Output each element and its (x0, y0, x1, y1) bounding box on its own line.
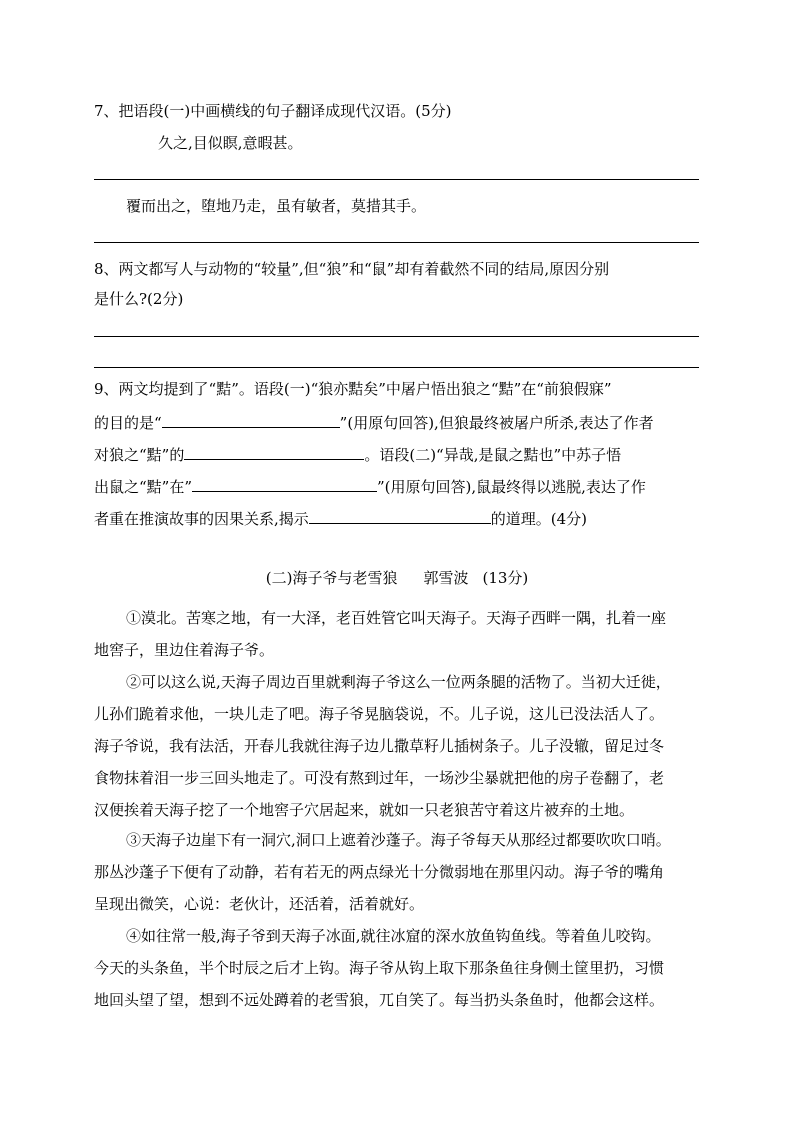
fill-blank-2[interactable] (184, 443, 364, 460)
paragraph-1-line-1: ①漠北。苦寒之地，有一大泽，老百姓管它叫天海子。天海子西畔一隅，扎着一座 (126, 609, 667, 627)
paragraph-1-line-2: 地窖子，里边住着海子爷。 (94, 641, 275, 659)
q7-sentence-2: 覆而出之，堕地乃走，虽有敏者，莫措其手。 (126, 197, 427, 215)
q7-sentence-1: 久之,目似瞑,意暇甚。 (158, 134, 303, 152)
q9-line-5 (94, 507, 587, 529)
q9-line-1: 9、两文均提到了“黠”。语段(一)“狼亦黠矣”中屠户悟出狼之“黠”在“前狼假寐” (94, 380, 612, 398)
q8-line-1: 8、两文都写人与动物的“较量”,但“狼”和“鼠”却有着截然不同的结局,原因分别 (94, 260, 610, 278)
fill-blank-4[interactable] (309, 507, 491, 524)
answer-line (94, 242, 699, 243)
section-score: (13分) (482, 569, 529, 587)
answer-line (94, 336, 699, 337)
q8-line-2: 是什么?(2分) (94, 290, 184, 308)
q9-line-5-end: 的道理。(4分) (490, 510, 588, 528)
q9-line-2 (94, 411, 654, 433)
paragraph-2-line-2: 儿孙们跪着求他，一块儿走了吧。海子爷晃脑袋说，不。儿子说，这儿已没法活人了。 (94, 705, 665, 723)
paragraph-2-line-3: 海子爷说，我有法活，开春儿我就往海子边儿撒草籽儿插树条子。儿子没辙，留足过冬 (94, 737, 665, 755)
q9-line-3-end: 。语段(二)“异哉,是鼠之黠也”中苏子悟 (364, 446, 622, 464)
paragraph-4-line-3: 地回头望了望，想到不远处蹲着的老雪狼，兀自笑了。每当扔头条鱼时，他都会这样。 (94, 991, 665, 1009)
q9-line-4-start: 出鼠之“黠”在” (94, 478, 193, 496)
q9-line-4 (94, 475, 646, 497)
answer-line (94, 179, 699, 180)
answer-line (94, 367, 699, 368)
paragraph-2-line-1: ②可以这么说,天海子周边百里就剩海子爷这么一位两条腿的活物了。当初大迁徙， (126, 673, 671, 691)
paragraph-2-line-4: 食物抹着泪一步三回头地走了。可没有熬到过年，一场沙尘暴就把他的房子卷翻了，老 (94, 769, 665, 787)
fill-blank-1[interactable] (162, 411, 340, 428)
section-author: 郭雪波 (423, 569, 469, 587)
q9-line-2-start: 的目的是“ (94, 414, 162, 432)
paragraph-4-line-2: 今天的头条鱼，半个时辰之后才上钩。海子爷从钩上取下那条鱼往身侧土筐里扔，习惯 (94, 959, 665, 977)
section-title: (二)海子爷与老雪狼 (265, 569, 398, 587)
paragraph-4-line-1: ④如往常一般,海子爷到天海子冰面,就往冰窟的深水放鱼钩鱼线。等着鱼儿咬钩。 (126, 927, 661, 945)
q9-line-3 (94, 443, 621, 465)
fill-blank-3[interactable] (192, 475, 377, 492)
q7-title: 7、把语段(一)中画横线的句子翻译成现代汉语。(5分) (94, 102, 452, 120)
paragraph-2-line-5: 汉便挨着天海子挖了一个地窖子穴居起来，就如一只老狼苦守着这片被弃的土地。 (94, 801, 635, 819)
paragraph-3-line-1: ③天海子边崖下有一洞穴,洞口上遮着沙蓬子。海子爷每天从那经过都要吹吹口哨。 (126, 831, 671, 849)
paragraph-3-line-3: 呈现出微笑，心说：老伙计，还活着，活着就好。 (94, 895, 425, 913)
q9-line-2-end: ”(用原句回答),但狼最终被屠户所杀,表达了作者 (339, 414, 654, 432)
section-heading (0, 568, 794, 588)
q9-line-5-start: 者重在推演故事的因果关系,揭示 (94, 510, 309, 528)
q9-line-4-end: ”(用原句回答),鼠最终得以逃脱,表达了作 (377, 478, 646, 496)
q9-line-3-start: 对狼之“黠”的 (94, 446, 185, 464)
paragraph-3-line-2: 那丛沙蓬子下便有了动静，若有若无的两点绿光十分微弱地在那里闪动。海子爷的嘴角 (94, 863, 665, 881)
